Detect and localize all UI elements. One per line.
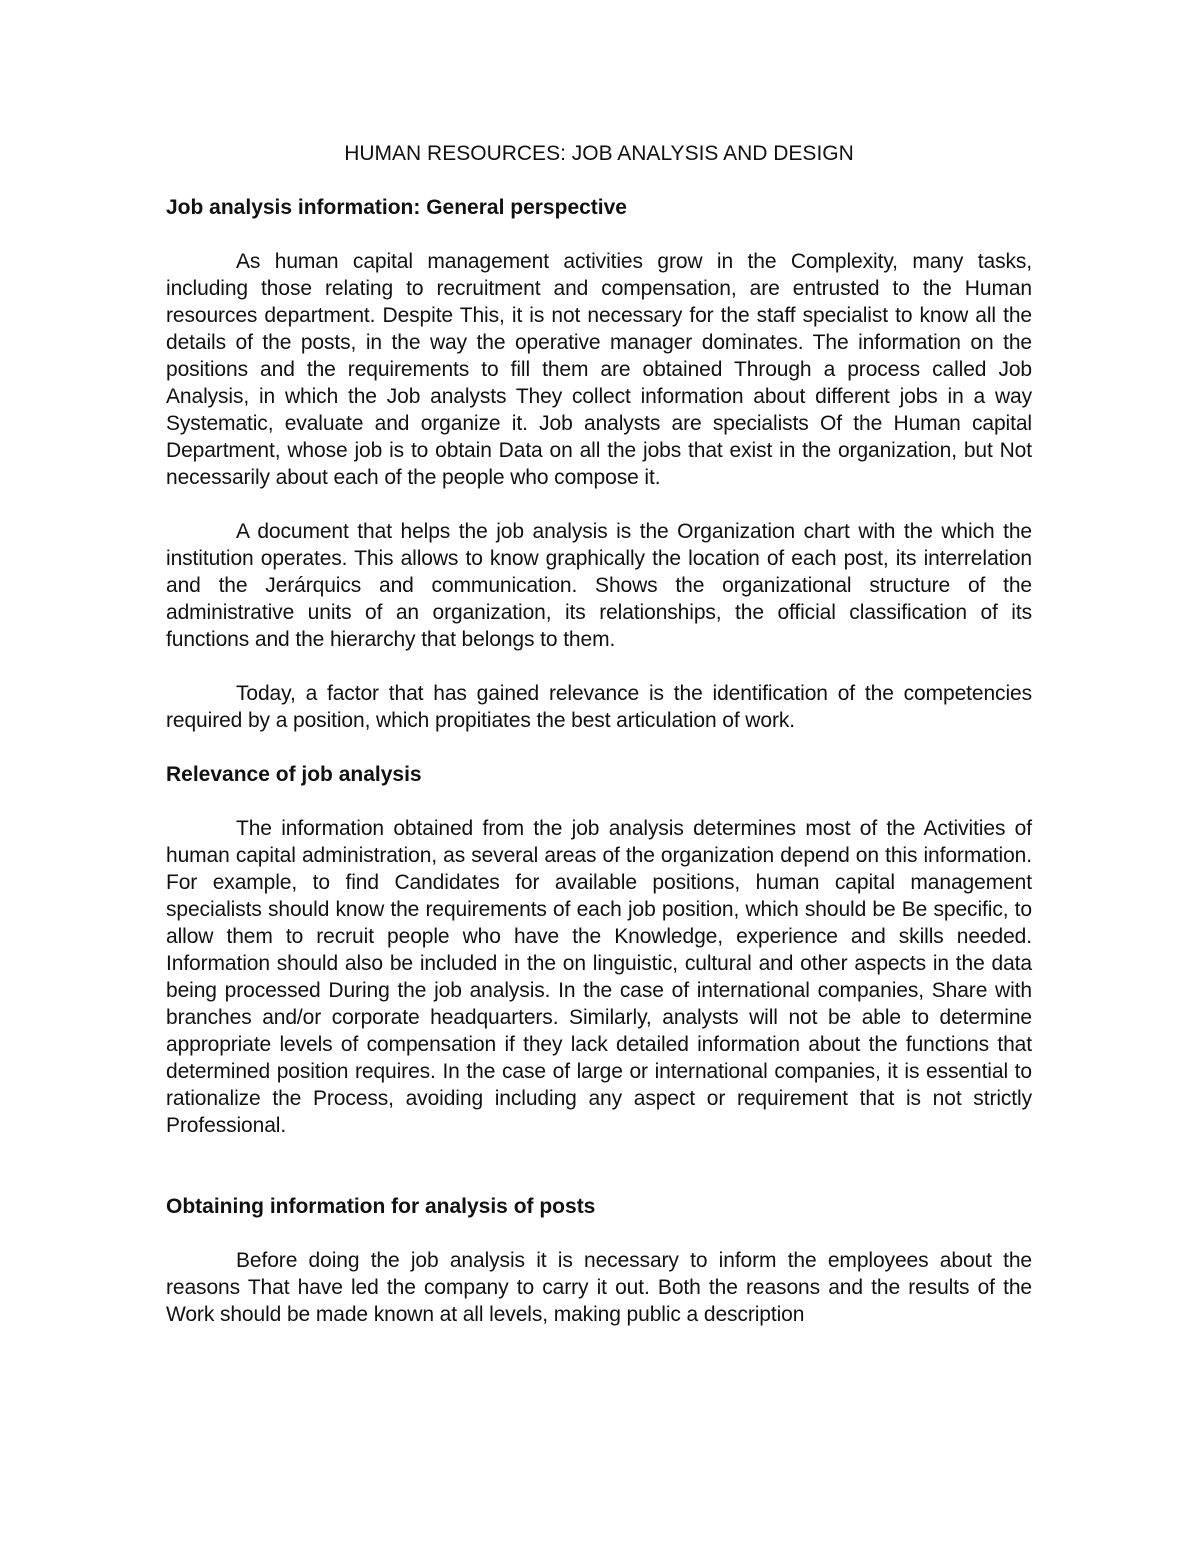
section-heading-general-perspective: Job analysis information: General perspective [166,196,627,219]
paragraph: A document that helps the job analysis is the Organization chart with the which the institution operates. This allows to know graphically the location of each post, its interrelation and the Jerárquics and communication. Shows the organizational structure of the administrative units of an organization, its relationships, the official classification of its functions and the hierarchy that belongs to them. [166,520,1032,651]
paragraph: As human capital management activities grow in the Complexity, many tasks, including those relating to recruitment and compensation, are entrusted to the Human resources department. Despite This, it is not necessary for the staff specialist to know all the details of the posts, in the way the operative manager dominates. The information on the positions and the requirements to fill them are obtained Through a process called Job Analysis, in which the Job analysts They collect information about different jobs in a way Systematic, evaluate and organize it. Job analysts are specialists Of the Human capital Department, whose job is to obtain Data on all the jobs that exist in the organization, but Not necessarily about each of the people who compose it. [166,250,1032,489]
paragraph: Today, a factor that has gained relevance is the identification of the competencies required by a position, which propitiates the best articulation of work. [166,682,1032,732]
section-heading-relevance: Relevance of job analysis [166,763,422,786]
document-page [166,140,1032,1355]
paragraph: The information obtained from the job analysis determines most of the Activities of human capital administration, as several areas of the organization depend on this information. For example, to find Candidates for available positions, human capital management specialists should know the requirements of each job position, which should be Be specific, to allow them to recruit people who have the Knowledge, experience and skills needed. Information should also be included in the on linguistic, cultural and other aspects in the data being processed During the job analysis. In the case of international companies, Share with branches and/or corporate headquarters. Similarly, analysts will not be able to determine appropriate levels of compensation if they lack detailed information about the functions that determined position requires. In the case of large or international companies, it is essential to rationalize the Process, avoiding including any aspect or requirement that is not strictly Professional. [166,817,1032,1137]
section-heading-obtaining-information: Obtaining information for analysis of posts [166,1195,596,1218]
paragraph: Before doing the job analysis it is necessary to inform the employees about the reasons That have led the company to carry it out. Both the reasons and the results of the Work should be made known at all levels, making public a description [166,1249,1032,1326]
document-title: HUMAN RESOURCES: JOB ANALYSIS AND DESIGN [344,142,854,165]
